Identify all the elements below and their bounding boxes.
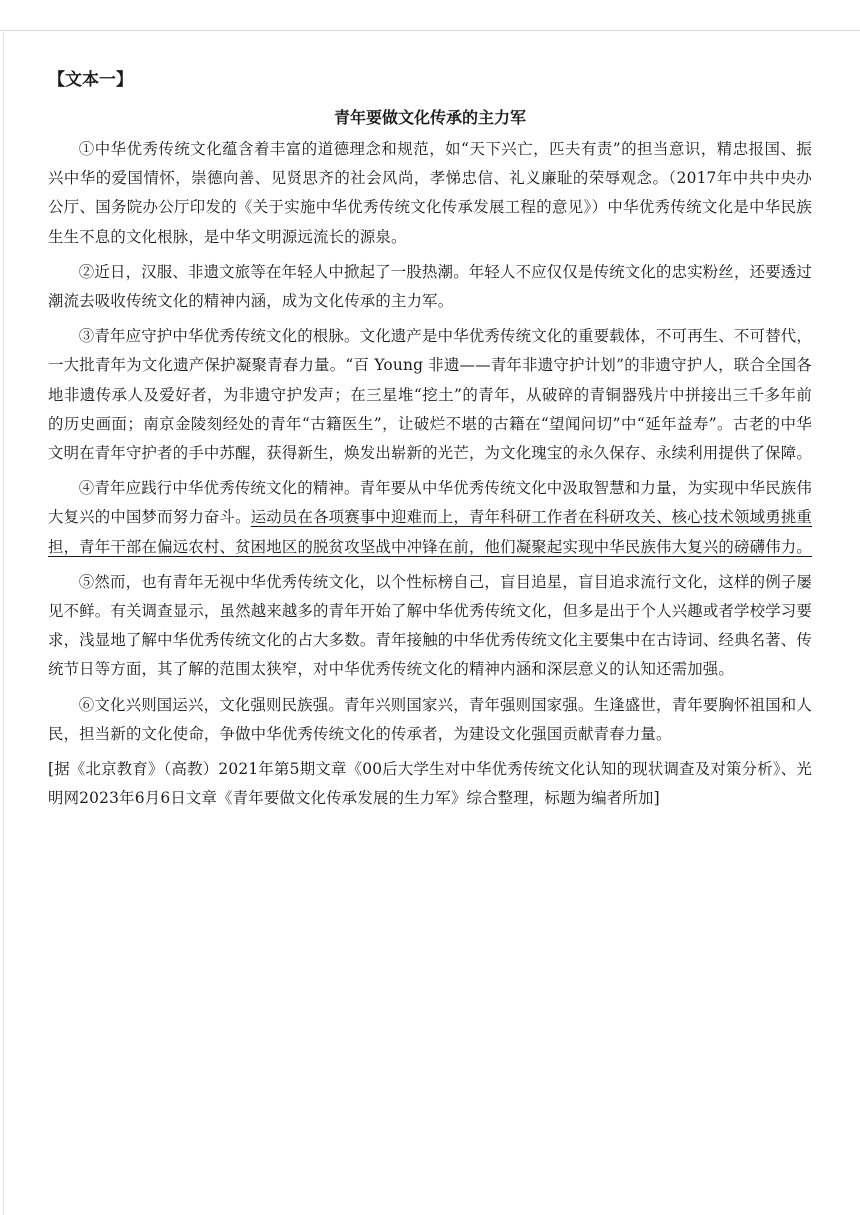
- paragraph-1-end: 中华优秀传统文化是中华民族生生不息的文化根脉，是中华文明源远流长的源泉。: [48, 198, 812, 246]
- paragraph-2: ②近日，汉服、非遗文旅等在年轻人中掀起了一股热潮。年轻人不应仅仅是传统文化的忠实粉丝，还要透过潮流去吸收传统文化的精神内涵，成为文化传承的主力军。: [48, 262, 812, 311]
- paragraph-1-main: ①中华优秀传统文化蕴含着丰富的道德理念和规范，如“天下兴亡，匹夫有责”的担当意识，精忠报国、振兴中华的爱国情怀，崇德向善、见贤思齐的社会风尚，孝悌忠信、礼义廉耻的荣辱观念。: [48, 140, 812, 188]
- paragraph-6: ⑥文化兴则国运兴，文化强则民族强。青年兴则国家兴，青年强则国家强。生逢盛世，青年要胸怀祖国和人民，担当新的文化使命，争做中华优秀传统文化的传承者，为建设文化强国贡献青春力量。: [48, 695, 812, 743]
- scan-top-edge: [0, 0, 860, 31]
- paragraph-4-text: ④青年应践行中华优秀传统文化的精神。青年要从中华优秀传统文化中汲取智慧和力量，为实现中华民族伟大复兴的中国梦而努力奋斗。: [48, 479, 812, 527]
- paragraph-1: [48, 135, 812, 252]
- scan-left-edge: [3, 30, 4, 1215]
- document-page: [48, 68, 812, 813]
- paragraph-5: ⑤然而，也有青年无视中华优秀传统文化，以个性标榜自己，盲目追星，盲目追求流行文化，这样的例子屡见不鲜。有关调查显示，虽然越来越多的青年开始了解中华优秀传统文化，但多是出于个人兴趣或者学校学习要求，浅显地了解中华优秀传统文化的占大多数。青年接触的中华优秀传统文化主要集中在古诗词、经典名著、传统节日等方面，其了解的范围太狭窄，对中华优秀传统文化的精神内涵和深层意义的认知还需加强。: [48, 572, 812, 679]
- paragraph-4: [48, 474, 812, 562]
- paragraph-1-citation: （2017年中共中央办公厅、国务院办公厅印发的《关于实施中华优秀传统文化传承发展工程的意见》）: [48, 169, 812, 217]
- article-title: 青年要做文化传承的主力军: [333, 108, 526, 127]
- source-note: [据《北京教育》（高教）2021年第5期文章《00后大学生对中华优秀传统文化认知的现状调查及对策分析》、光明网2023年6月6日文章《青年要做文化传承发展的生力军》综合整理，标题为编者所加]: [48, 760, 812, 808]
- paragraph-3: ③青年应守护中华优秀传统文化的根脉。文化遗产是中华优秀传统文化的重要载体，不可再生、不可替代，一大批青年为文化遗产保护凝聚青春力量。“百 Young 非遗——青年非遗守护计划”的非遗守护人，联合全国各地非遗传承人及爱好者，为非遗守护发声；在三星堆“挖土”的青年，从破碎的青铜器残片中拼接出三千多年前的历史画面；南京金陵刻经处的青年“古籍医生”，让破烂不堪的古籍在“望闻问切”中“延年益寿”。古老的中华文明在青年守护者的手中苏醒，获得新生，焕发出崭新的光芒，为文化瑰宝的永久保存、永续利用提供了保障。: [48, 327, 812, 463]
- section-label: 【文本一】: [48, 70, 133, 90]
- paragraph-4-underlined: 运动员在各项赛事中迎难而上，青年科研工作者在科研攻关、核心技术领域勇挑重担，青年干部在偏远农村、贫困地区的脱贫攻坚战中冲锋在前，他们凝聚起实现中华民族伟大复兴的磅礴伟力。: [48, 508, 813, 556]
